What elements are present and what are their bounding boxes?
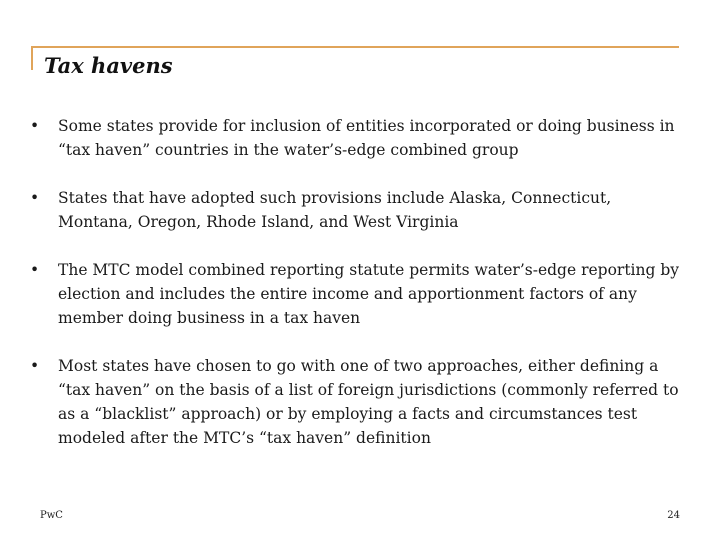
page-number: 24 (667, 510, 680, 521)
slide-title: Tax havens (44, 53, 173, 78)
bullet-item-2 (30, 186, 680, 234)
footer-brand: PwC (40, 510, 63, 521)
bullet-item-4 (30, 354, 680, 450)
title-rule-horizontal (31, 46, 679, 48)
title-rule-vertical (31, 46, 33, 70)
bullet-list (30, 114, 680, 474)
bullet-dot-icon: • (30, 117, 40, 135)
bullet-text-1: Some states provide for inclusion of entities incorporated or doing business in “tax haven” countries in the water’s-edge combined group (58, 117, 675, 159)
bullet-dot-icon: • (30, 189, 40, 207)
bullet-item-3 (30, 258, 680, 330)
bullet-dot-icon: • (30, 261, 40, 279)
bullet-item-1 (30, 114, 680, 162)
bullet-text-2: States that have adopted such provisions include Alaska, Connecticut, Montana, Oregon, Rhode Island, and West Virginia (58, 189, 612, 231)
bullet-text-3: The MTC model combined reporting statute permits water’s-edge reporting by election and includes the entire income and apportionment factors of any member doing business in a tax haven (58, 261, 680, 327)
bullet-dot-icon: • (30, 357, 40, 375)
bullet-text-4: Most states have chosen to go with one of two approaches, either defining a “tax haven” on the basis of a list of foreign jurisdictions (commonly referred to as a “blacklist” approach) or by employing a facts and circumstances test modeled after the MTC’s “tax haven” definition (58, 357, 679, 447)
